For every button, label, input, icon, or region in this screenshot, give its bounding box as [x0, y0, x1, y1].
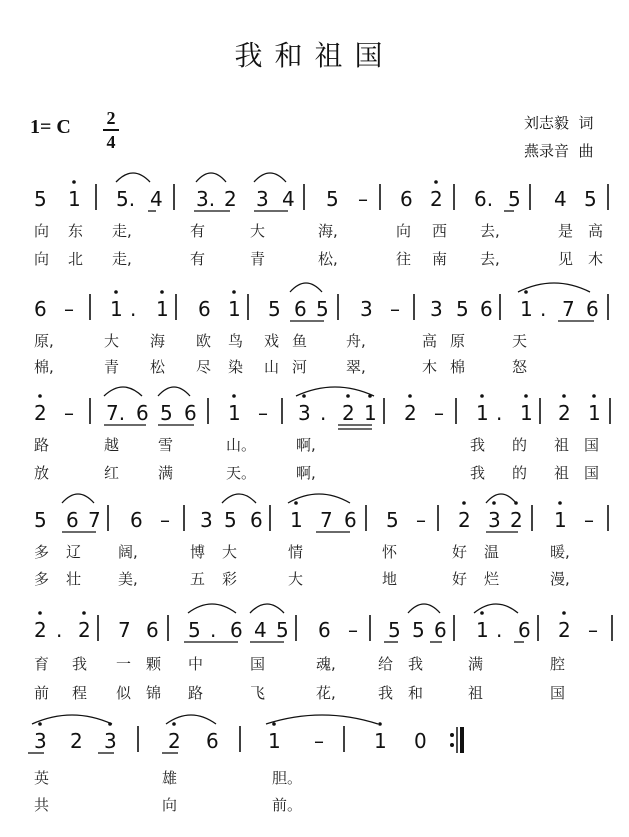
lyric-syllable: 大 — [104, 332, 120, 350]
lyric-syllable: 一 — [116, 655, 132, 673]
note: 6 — [34, 297, 47, 321]
octave-dot — [172, 722, 176, 726]
note: 1 — [228, 297, 241, 321]
octave-dot — [160, 290, 164, 294]
note: 3 — [256, 187, 269, 211]
lyric-syllable: 棉, — [34, 358, 54, 376]
composer-credit: 燕录音 曲 — [524, 142, 594, 160]
octave-dot — [524, 290, 528, 294]
octave-dot — [294, 501, 298, 505]
octave-dot — [232, 290, 236, 294]
lyric-syllable: 尽 — [196, 358, 212, 376]
lyric-syllable: 啊, — [296, 436, 316, 454]
lyric-syllable: 高 — [588, 222, 604, 240]
octave-dot — [38, 722, 42, 726]
note: 5 — [268, 297, 281, 321]
lyric-syllable: 原, — [34, 332, 54, 350]
note: 6 — [136, 401, 149, 425]
lyric-syllable: 翠, — [346, 358, 366, 376]
note: 5 — [456, 297, 469, 321]
lyric-syllable: 祖 — [554, 436, 570, 454]
lyric-syllable: 前。 — [272, 796, 303, 814]
lyric-syllable: 松 — [150, 358, 166, 376]
lyric-syllable: 前 — [34, 684, 50, 702]
octave-dot — [232, 394, 236, 398]
note: 2 — [430, 187, 443, 211]
lyric-syllable: 东 — [68, 222, 84, 240]
note: 3 — [488, 508, 501, 532]
lyric-syllable: 北 — [68, 250, 84, 268]
note: . — [130, 297, 137, 321]
lyric-syllable: 大 — [288, 570, 304, 588]
note: 2 — [34, 401, 47, 425]
slur — [222, 494, 256, 503]
note: 7 — [88, 508, 101, 532]
lyric-syllable: 棉 — [450, 358, 466, 376]
octave-dot — [492, 501, 496, 505]
lyric-syllable: 和 — [408, 684, 424, 702]
octave-dot — [524, 394, 528, 398]
note: 3 — [104, 729, 117, 753]
note: – — [64, 297, 74, 321]
note: 5 — [584, 187, 597, 211]
time-signature-top: 2 — [106, 108, 116, 128]
slur — [474, 604, 518, 613]
note: 5 — [160, 401, 173, 425]
lyric-syllable: 天。 — [226, 464, 257, 482]
lyric-syllable: 我 — [470, 464, 486, 482]
note: 1 — [588, 401, 601, 425]
lyric-syllable: 我 — [72, 655, 88, 673]
lyric-syllable: 育 — [34, 655, 50, 673]
slur — [32, 715, 112, 724]
note: 3 — [200, 508, 213, 532]
note: – — [358, 187, 368, 211]
lyric-syllable: 美, — [118, 570, 138, 588]
octave-dot — [592, 394, 596, 398]
octave-dot — [272, 722, 276, 726]
lyric-syllable: 啊, — [296, 464, 316, 482]
note: 3 — [34, 729, 47, 753]
octave-dot — [38, 394, 42, 398]
repeat-dot — [450, 733, 454, 737]
slur — [104, 387, 142, 396]
lyric-syllable: 木 — [588, 250, 604, 268]
note: 3 — [298, 401, 311, 425]
note: 3 — [360, 297, 373, 321]
lyric-syllable: 五 — [190, 570, 206, 588]
lyric-syllable: 壮 — [66, 570, 82, 588]
note: . — [210, 618, 217, 642]
lyric-syllable: 锦 — [146, 684, 162, 702]
note: 6 — [130, 508, 143, 532]
lyric-syllable: 有 — [190, 222, 206, 240]
slur — [296, 387, 374, 396]
slur — [196, 173, 226, 182]
note: 6 — [206, 729, 219, 753]
lyric-syllable: 多 — [34, 543, 50, 561]
note: – — [584, 508, 594, 532]
note: 6 — [400, 187, 413, 211]
note: 4 — [254, 618, 267, 642]
lyric-syllable: 山 — [264, 358, 280, 376]
lyric-syllable: 暖, — [550, 543, 570, 561]
note: 1 — [554, 508, 567, 532]
lyric-syllable: 腔 — [550, 655, 566, 673]
lyric-syllable: 舟, — [346, 332, 366, 350]
lyric-syllable: 天 — [512, 332, 528, 350]
lyric-syllable: 染 — [228, 358, 244, 376]
lyric-syllable: 是 — [558, 222, 574, 240]
lyric-syllable: 中 — [188, 655, 204, 673]
note: 6 — [294, 297, 307, 321]
note: – — [314, 729, 324, 753]
time-signature-bottom: 4 — [106, 132, 116, 152]
lyric-syllable: 去, — [480, 222, 500, 240]
lyric-syllable: 西 — [432, 222, 448, 240]
lyric-syllable: 向 — [162, 796, 178, 814]
lyric-syllable: 的 — [512, 464, 528, 482]
note: 6 — [230, 618, 243, 642]
slur — [62, 494, 94, 503]
lyric-syllable: 祖 — [468, 684, 484, 702]
lyricist-credit: 刘志毅 词 — [524, 114, 594, 132]
lyric-syllable: 似 — [116, 684, 132, 702]
note: 1 — [476, 401, 489, 425]
lyric-syllable: 彩 — [222, 570, 238, 588]
lyric-syllable: 木 — [422, 358, 438, 376]
slur — [408, 604, 440, 613]
lyric-syllable: 我 — [470, 436, 486, 454]
note: 1 — [374, 729, 387, 753]
octave-dot — [562, 611, 566, 615]
note: 2 — [70, 729, 83, 753]
note: 6. — [474, 187, 494, 211]
lyric-syllable: 海, — [318, 222, 338, 240]
note: 6 — [480, 297, 493, 321]
lyric-syllable: 向 — [34, 222, 50, 240]
octave-dot — [434, 180, 438, 184]
octave-dot — [462, 501, 466, 505]
lyric-syllable: 烂 — [484, 570, 500, 588]
slur — [288, 494, 350, 503]
note: 4 — [150, 187, 163, 211]
lyric-syllable: 情 — [288, 543, 304, 561]
lyric-syllable: 飞 — [250, 684, 266, 702]
lyric-syllable: 英 — [34, 769, 50, 787]
note: 2 — [168, 729, 181, 753]
lyric-syllable: 高 — [422, 332, 438, 350]
note: 5 — [188, 618, 201, 642]
note: 2 — [458, 508, 471, 532]
octave-dot — [558, 501, 562, 505]
lyric-syllable: 祖 — [554, 464, 570, 482]
octave-dot — [302, 394, 306, 398]
lyric-syllable: 青 — [104, 358, 120, 376]
note: 6 — [198, 297, 211, 321]
lyric-syllable: 阔, — [118, 543, 138, 561]
lyric-syllable: 国 — [584, 464, 600, 482]
note: 3. — [196, 187, 216, 211]
lyric-syllable: 海 — [150, 332, 166, 350]
lyric-syllable: 青 — [250, 250, 266, 268]
lyric-syllable: 大 — [222, 543, 238, 561]
lyric-syllable: 辽 — [66, 543, 82, 561]
note: 5 — [276, 618, 289, 642]
note: 1 — [476, 618, 489, 642]
lyric-syllable: 走, — [112, 222, 132, 240]
lyric-syllable: 河 — [292, 358, 308, 376]
lyric-syllable: 漫, — [550, 570, 570, 588]
octave-dot — [480, 394, 484, 398]
note: 4 — [554, 187, 567, 211]
note: 7. — [106, 401, 126, 425]
note: 7 — [118, 618, 131, 642]
note: 7 — [320, 508, 333, 532]
note: 1 — [520, 297, 533, 321]
song-title: 我和祖国 — [234, 39, 395, 72]
note: 5 — [34, 508, 47, 532]
lyric-syllable: 放 — [34, 464, 50, 482]
lyric-syllable: 颗 — [146, 655, 162, 673]
note: 2 — [342, 401, 355, 425]
lyric-syllable: 去, — [480, 250, 500, 268]
slur — [290, 283, 322, 292]
note: 0 — [414, 729, 427, 753]
note: 3 — [430, 297, 443, 321]
note: – — [588, 618, 598, 642]
slur — [254, 173, 286, 182]
octave-dot — [346, 394, 350, 398]
slur — [266, 715, 378, 724]
note: 2 — [510, 508, 523, 532]
lyric-syllable: 好 — [452, 570, 468, 588]
note: 2 — [404, 401, 417, 425]
note: 5 — [508, 187, 521, 211]
lyric-syllable: 松, — [318, 250, 338, 268]
note: 6 — [586, 297, 599, 321]
note: 6 — [518, 618, 531, 642]
lyric-syllable: 温 — [484, 543, 500, 561]
lyric-syllable: 红 — [104, 464, 120, 482]
lyric-syllable: 多 — [34, 570, 50, 588]
note: 5. — [116, 187, 136, 211]
lyric-syllable: 鱼 — [292, 332, 308, 350]
note: 6 — [318, 618, 331, 642]
octave-dot — [82, 611, 86, 615]
lyric-syllable: 戏 — [264, 332, 280, 350]
note: – — [160, 508, 170, 532]
repeat-dot — [450, 743, 454, 747]
octave-dot — [562, 394, 566, 398]
note: 1 — [110, 297, 123, 321]
lyric-syllable: 地 — [382, 570, 398, 588]
lyric-syllable: 走, — [112, 250, 132, 268]
lyric-syllable: 向 — [396, 222, 412, 240]
lyric-syllable: 越 — [104, 436, 120, 454]
octave-dot — [38, 611, 42, 615]
lyric-syllable: 路 — [188, 684, 204, 702]
note: 1 — [290, 508, 303, 532]
note: – — [348, 618, 358, 642]
lyric-syllable: 程 — [72, 684, 88, 702]
lyric-syllable: 给 — [378, 655, 394, 673]
note: 2 — [224, 187, 237, 211]
note: 1 — [228, 401, 241, 425]
note: – — [434, 401, 444, 425]
lyric-syllable: 国 — [550, 684, 566, 702]
lyric-syllable: 花, — [316, 684, 336, 702]
note: 5 — [386, 508, 399, 532]
note: 4 — [282, 187, 295, 211]
lyric-syllable: 大 — [250, 222, 266, 240]
lyric-syllable: 往 — [396, 250, 412, 268]
lyric-syllable: 共 — [34, 796, 50, 814]
note: – — [258, 401, 268, 425]
lyric-syllable: 雪 — [158, 436, 174, 454]
octave-dot — [408, 394, 412, 398]
lyric-syllable: 欧 — [196, 332, 212, 350]
note: 6 — [146, 618, 159, 642]
lyric-syllable: 胆。 — [272, 769, 303, 787]
note: . — [56, 618, 63, 642]
lyric-syllable: 国 — [584, 436, 600, 454]
lyric-syllable: 鸟 — [228, 332, 244, 350]
slur — [158, 387, 190, 396]
lyric-syllable: 我 — [378, 684, 394, 702]
note: 6 — [184, 401, 197, 425]
note: 1 — [364, 401, 377, 425]
note: 5 — [388, 618, 401, 642]
note: 6 — [434, 618, 447, 642]
note: 2 — [34, 618, 47, 642]
octave-dot — [480, 611, 484, 615]
note: 1 — [268, 729, 281, 753]
note: 6 — [250, 508, 263, 532]
note: 6 — [344, 508, 357, 532]
octave-dot — [72, 180, 76, 184]
octave-dot — [114, 290, 118, 294]
lyric-syllable: 山。 — [226, 436, 257, 454]
note: 7 — [562, 297, 575, 321]
note: 5 — [34, 187, 47, 211]
lyric-syllable: 国 — [250, 655, 266, 673]
lyric-syllable: 怀 — [382, 543, 398, 561]
lyric-syllable: 南 — [432, 250, 448, 268]
note: 2 — [78, 618, 91, 642]
note: . — [320, 401, 327, 425]
note: 5 — [224, 508, 237, 532]
note: . — [496, 401, 503, 425]
note: 1 — [520, 401, 533, 425]
lyric-syllable: 怒 — [512, 358, 528, 376]
lyric-syllable: 满 — [468, 655, 484, 673]
slur — [250, 604, 284, 613]
note: – — [64, 401, 74, 425]
note: . — [540, 297, 547, 321]
note: 5 — [316, 297, 329, 321]
note: 2 — [558, 618, 571, 642]
note: . — [496, 618, 503, 642]
slur — [486, 494, 516, 503]
lyric-syllable: 满 — [158, 464, 174, 482]
note: 1 — [68, 187, 81, 211]
octave-dot — [378, 722, 382, 726]
lyric-syllable: 魂, — [316, 655, 336, 673]
slur — [188, 604, 236, 613]
lyric-syllable: 雄 — [162, 769, 178, 787]
lyric-syllable: 路 — [34, 436, 50, 454]
note: 2 — [558, 401, 571, 425]
key-signature: 1= C — [30, 116, 71, 138]
lyric-syllable: 见 — [558, 250, 574, 268]
note: – — [416, 508, 426, 532]
slur — [116, 173, 150, 182]
note: – — [390, 297, 400, 321]
note: 5 — [326, 187, 339, 211]
lyric-syllable: 好 — [452, 543, 468, 561]
note: 6 — [66, 508, 79, 532]
lyric-syllable: 我 — [408, 655, 424, 673]
lyric-syllable: 向 — [34, 250, 50, 268]
lyric-syllable: 的 — [512, 436, 528, 454]
note: 5 — [412, 618, 425, 642]
lyric-syllable: 博 — [190, 543, 206, 561]
slur — [518, 283, 590, 292]
lyric-syllable: 有 — [190, 250, 206, 268]
lyric-syllable: 原 — [450, 332, 466, 350]
note: 1 — [156, 297, 169, 321]
